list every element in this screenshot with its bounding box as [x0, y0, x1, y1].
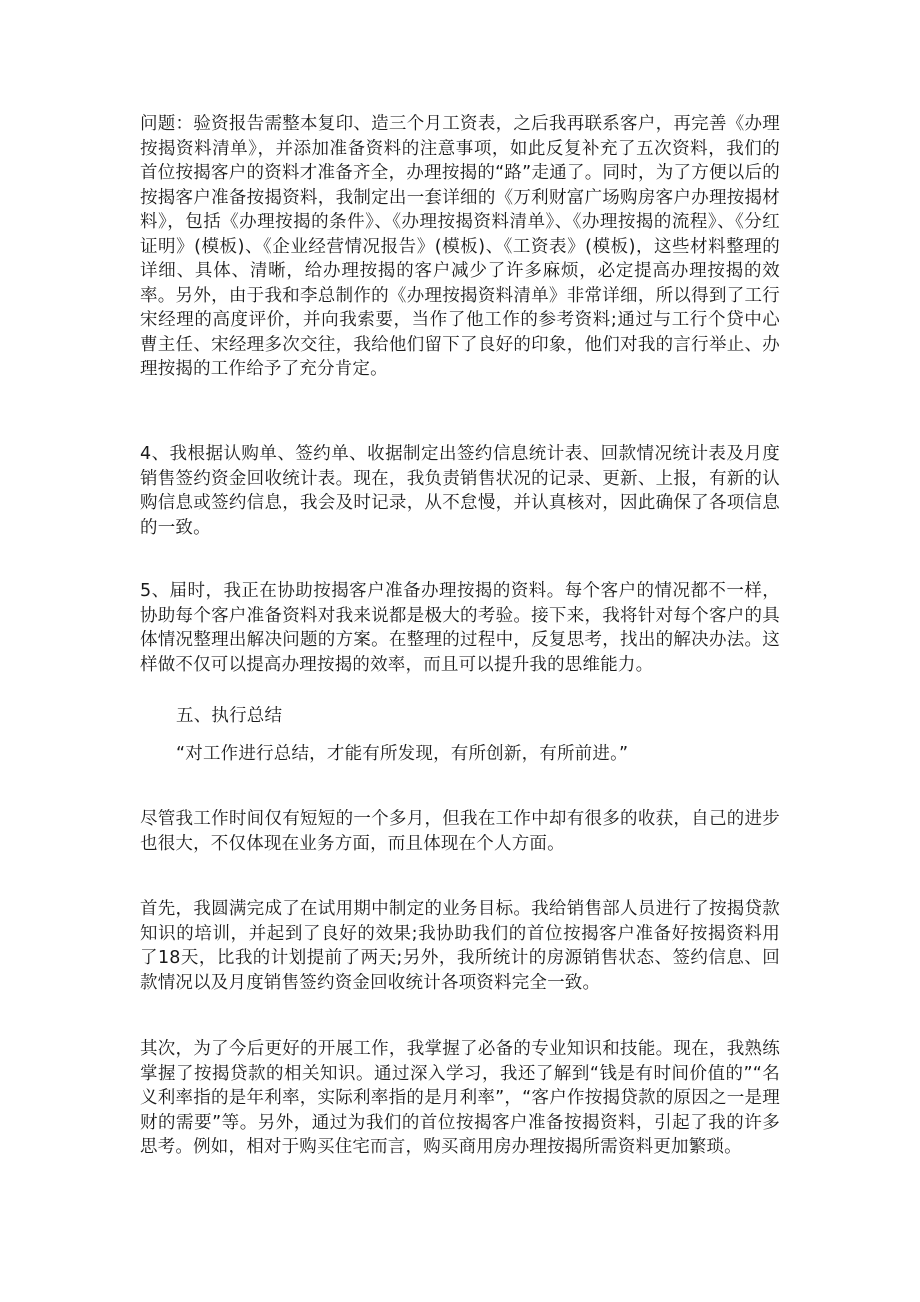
paragraph-item-5: 5、届时，我正在协助按揭客户准备办理按揭的资料。每个客户的情况都不一样，协助每个客户准备资料对我来说都是极大的考验。接下来，我将针对每个客户的具体情况整理出解决问题的方案。在整理的过程中，反复思考，找出的解决办法。这样做不仅可以提高办理按揭的效率，而且可以提升我的思维能力。: [140, 581, 780, 675]
section-heading-summary: 五、执行总结: [176, 706, 283, 726]
paragraph-second: 其次，为了今后更好的开展工作，我掌握了必备的专业知识和技能。现在，我熟练掌握了按揭贷款的相关知识。通过深入学习，我还了解到“钱是有时间价值的”“名义利率指的是年利率，实际利率指的是月利率”，“客户作按揭贷款的原因之一是理财的需要”等。另外，通过为我们的首位按揭客户准备按揭资料，引起了我的许多思考。例如，相对于购买住宅而言，购买商用房办理按揭所需资料更加繁琐。: [140, 1039, 780, 1157]
paragraph-mortgage-materials: 问题：验资报告需整本复印、造三个月工资表，之后我再联系客户，再完善《办理按揭资料清单》，并添加准备资料的注意事项，如此反复补充了五次资料，我们的首位按揭客户的资料才准备齐全，办理按揭的“路”走通了。同时，为了方便以后的按揭客户准备按揭资料，我制定出一套详细的《万利财富广场购房客户办理按揭材料》，包括《办理按揭的条件》、《办理按揭资料清单》、《办理按揭的流程》、《分红证明》(模板)、《企业经营情况报告》(模板)、《工资表》(模板)，这些材料整理的详细、具体、清晰，给办理按揭的客户减少了许多麻烦，必定提高办理按揭的效率。另外，由于我和李总制作的《办理按揭资料清单》非常详细，所以得到了工行宋经理的高度评价，并向我索要，当作了他工作的参考资料;通过与工行个贷中心曹主任、宋经理多次交往，我给他们留下了良好的印象，他们对我的言行举止、办理按揭的工作给予了充分肯定。: [140, 114, 780, 379]
paragraph-first: 首先，我圆满完成了在试用期中制定的业务目标。我给销售部人员进行了按揭贷款知识的培训，并起到了良好的效果;我协助我们的首位按揭客户准备好按揭资料用了18天，比我的计划提前了两天;另外，我所统计的房源销售状态、签约信息、回款情况以及月度销售签约资金回收统计各项资料完全一致。: [140, 899, 780, 993]
paragraph-quote: “对工作进行总结，才能有所发现，有所创新，有所前进。”: [176, 744, 629, 764]
paragraph-item-4: 4、我根据认购单、签约单、收据制定出签约信息统计表、回款情况统计表及月度销售签约资金回收统计表。现在，我负责销售状况的记录、更新、上报，有新的认购信息或签约信息，我会及时记录，从不怠慢，并认真核对，因此确保了各项信息的一致。: [140, 444, 780, 538]
paragraph-summary-intro: 尽管我工作时间仅有短短的一个多月，但我在工作中却有很多的收获，自己的进步也很大，不仅体现在业务方面，而且体现在个人方面。: [140, 809, 780, 854]
